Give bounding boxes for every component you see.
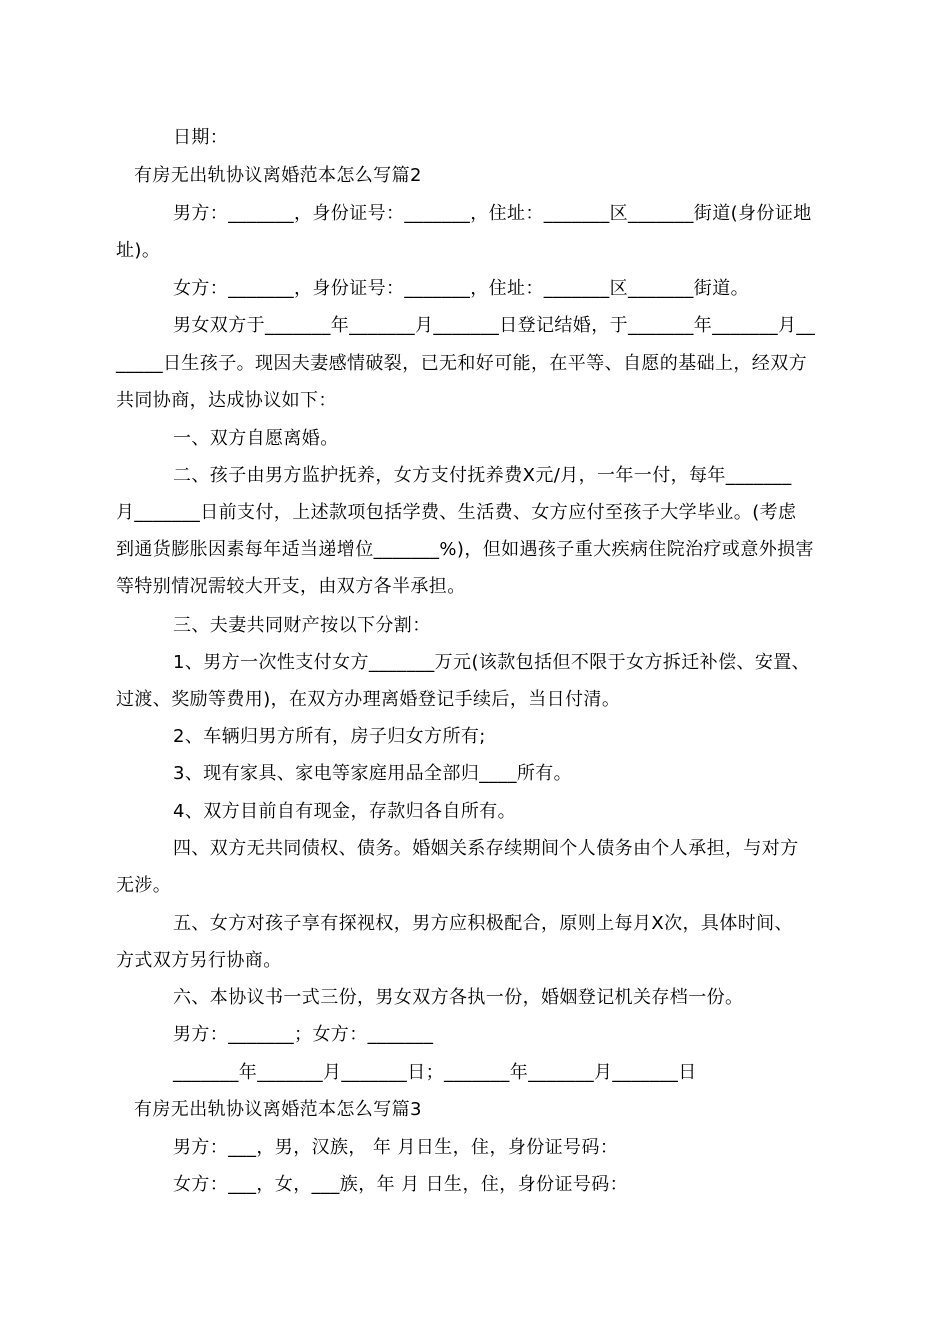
date-signature-line: _______年_______月_______日；_______年_______月_______日 (173, 1062, 697, 1083)
paragraph-line: 男方：___，男，汉族， 年 月日生，住，身份证号码： (173, 1137, 619, 1158)
paragraph-line: 三、夫妻共同财产按以下分割： (173, 615, 431, 636)
paragraph-line: 址)。 (116, 240, 161, 261)
paragraph-line: 男方：_______，身份证号：_______，住址：_______区_______街道(身份证地 (173, 203, 812, 224)
paragraph-line: 到通货膨胀因素每年适当递增位_______%)，但如遇孩子重大疾病住院治疗或意外损害 (116, 539, 814, 560)
paragraph-line: 方式双方另行协商。 (116, 950, 282, 971)
paragraph-line: 等特别情况需较大开支，由双方各半承担。 (116, 576, 466, 597)
paragraph-line: 一、双方自愿离婚。 (173, 428, 339, 449)
paragraph-line: 过渡、奖励等费用)，在双方办理离婚登记手续后，当日付清。 (116, 689, 621, 710)
section-heading-3: 有房无出轨协议离婚范本怎么写篇3 (134, 1099, 422, 1120)
paragraph-line: 4、双方目前自有现金，存款归各自所有。 (173, 801, 517, 822)
paragraph-line: 五、女方对孩子享有探视权，男方应积极配合，原则上每月X次，具体时间、 (173, 913, 793, 934)
paragraph-line: 1、男方一次性支付女方_______万元(该款包括但不限于女方拆迁补偿、安置、 (173, 652, 811, 673)
date-label: 日期： (173, 127, 229, 148)
paragraph-line: 共同协商，达成协议如下： (116, 390, 337, 411)
paragraph-line: 二、孩子由男方监护抚养，女方支付抚养费X元/月，一年一付，每年_______ (173, 465, 792, 486)
paragraph-line: _____日生孩子。现因夫妻感情破裂，已无和好可能，在平等、自愿的基础上，经双方 (116, 353, 807, 374)
section-heading-2: 有房无出轨协议离婚范本怎么写篇2 (134, 165, 422, 186)
paragraph-line: 男女双方于_______年_______月_______日登记结婚，于_______年_______月__ (173, 315, 816, 336)
paragraph-line: 月_______日前支付，上述款项包括学费、生活费、女方应付至孩子大学毕业。(考虑 (116, 502, 797, 523)
paragraph-line: 六、本协议书一式三份，男女双方各执一份，婚姻登记机关存档一份。 (173, 987, 744, 1008)
paragraph-line: 2、车辆归男方所有，房子归女方所有; (173, 726, 486, 747)
paragraph-line: 3、现有家具、家电等家庭用品全部归____所有。 (173, 763, 573, 784)
paragraph-line: 无涉。 (116, 875, 172, 896)
signature-line: 男方：_______；女方：_______ (173, 1024, 434, 1045)
paragraph-line: 四、双方无共同债权、债务。婚姻关系存续期间个人债务由个人承担，与对方 (173, 838, 799, 859)
paragraph-line: 女方：___，女，___族，年 月 日生，住，身份证号码： (173, 1174, 629, 1195)
paragraph-line: 女方：_______，身份证号：_______，住址：_______区_______街道。 (173, 278, 749, 299)
